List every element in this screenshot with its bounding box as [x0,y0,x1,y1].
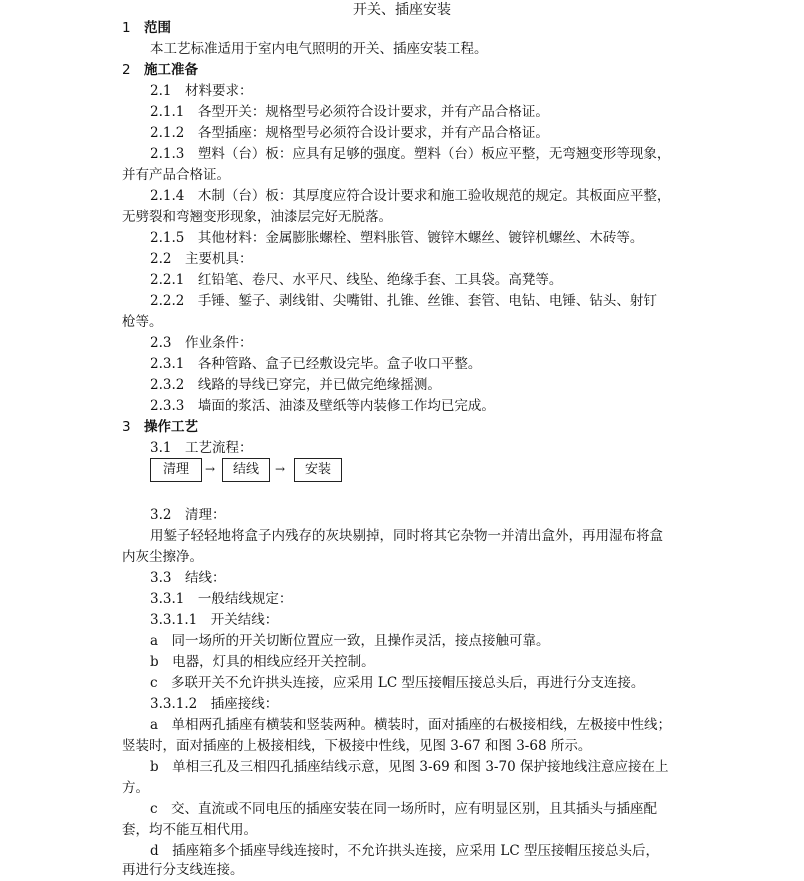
paragraph-line: 套，均不能互相代用。 [122,822,257,838]
paragraph-line: 3.2 清理： [150,507,226,523]
paragraph-line: 3.3 结线： [150,570,226,586]
paragraph-line: 2.2.1 红铅笔、卷尺、水平尺、线坠、绝缘手套、工具袋。高凳等。 [150,272,563,288]
paragraph-line: b 单相三孔及三相四孔插座结线示意，见图 3-69 和图 3-70 保护接地线注意应接在上 [150,759,669,775]
paragraph-line: 枪等。 [122,314,163,330]
paragraph-line: b 电器，灯具的相线应经开关控制。 [150,654,375,670]
paragraph-line: 2.1.3 塑料（台）板：应具有足够的强度。塑料（台）板应平整，无弯翘变形等现象， [150,146,671,162]
paragraph-line: 2.2 主要机具： [150,251,253,267]
flow-step-clean: 清理 [150,458,202,482]
paragraph-line: c 多联开关不允许拱头连接，应采用 LC 型压接帽压接总头后，再进行分支连接。 [150,675,645,691]
paragraph-line: 再进行分支线连接。 [122,862,244,878]
paragraph-line: 2.3.1 各种管路、盒子已经敷设完毕。盒子收口平整。 [150,356,482,372]
paragraph-line: 内灰尘擦净。 [122,549,203,565]
paragraph-line: 用錾子轻轻地将盒子内残存的灰块剔掉，同时将其它杂物一并清出盒外，再用湿布将盒 [150,528,663,544]
paragraph-line: a 同一场所的开关切断位置应一致，且操作灵活，接点接触可靠。 [150,633,550,649]
paragraph-line: 2.1.4 木制（台）板：其厚度应符合设计要求和施工验收规范的规定。其板面应平整， [150,188,671,204]
paragraph-line: 并有产品合格证。 [122,167,230,183]
paragraph-line: 2.2.2 手锤、錾子、剥线钳、尖嘴钳、扎锥、丝锥、套管、电钻、电锤、钻头、射钉 [150,293,657,309]
paragraph-line: c 交、直流或不同电压的插座安装在同一场所时，应有明显区别，且其插头与插座配 [150,801,658,817]
paragraph-line: 2.1 材料要求： [150,83,253,99]
section-heading-scope: 1 范围 [122,20,171,36]
paragraph-line: 无劈裂和弯翘变形现象，油漆层完好无脱落。 [122,209,392,225]
paragraph-line: a 单相两孔插座有横装和竖装两种。横装时，面对插座的右极接相线，左极接中性线； [150,717,672,733]
paragraph-line: d 插座箱多个插座导线连接时，不允许拱头连接，应采用 LC 型压接帽压接总头后， [150,843,660,859]
section-heading-preparation: 2 施工准备 [122,62,198,78]
paragraph-line: 2.1.1 各型开关：规格型号必须符合设计要求，并有产品合格证。 [150,104,549,120]
paragraph-line: 方。 [122,780,149,796]
flow-step-install: 安装 [294,458,342,482]
page-title: 开关、插座安装 [353,2,451,18]
flow-step-wire: 结线 [222,458,270,482]
paragraph-line: 2.3.2 线路的导线已穿完，并已做完绝缘摇测。 [150,377,441,393]
section-heading-operation: 3 操作工艺 [122,419,198,435]
paragraph-line: 3.3.1.2 插座接线： [150,696,279,712]
paragraph-line: 3.3.1 一般结线规定： [150,591,293,607]
paragraph-line: 2.1.5 其他材料：金属膨胀螺栓、塑料胀管、镀锌木螺丝、镀锌机螺丝、木砖等。 [150,230,644,246]
paragraph-line: 2.3.3 墙面的浆活、油漆及壁纸等内装修工作均已完成。 [150,398,495,414]
paragraph-line: 3.3.1.1 开关结线： [150,612,279,628]
paragraph-line: 本工艺标准适用于室内电气照明的开关、插座安装工程。 [150,41,488,57]
paragraph-line: 竖装时，面对插座的上极接相线，下极接中性线，见图 3-67 和图 3-68 所示。 [122,738,592,754]
flow-arrow: → [205,462,216,476]
flow-arrow: → [275,462,286,476]
paragraph-line: 3.1 工艺流程： [150,440,253,456]
paragraph-line: 2.1.2 各型插座：规格型号必须符合设计要求，并有产品合格证。 [150,125,549,141]
paragraph-line: 2.3 作业条件： [150,335,253,351]
